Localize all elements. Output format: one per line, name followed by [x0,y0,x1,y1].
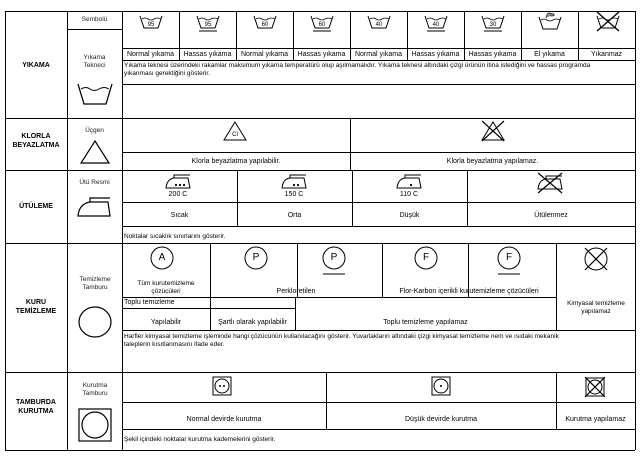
dry-clean-letter: A [158,252,166,263]
wash-label: Hassas yıkama [297,51,346,58]
wash-temp-label: 95 [147,22,155,28]
wash-temp-label: 60 [318,22,326,28]
dry-clean-group-label: Flor-Karbon içerikli kurutemizleme çözücüleri [399,288,539,295]
tumble-normal-icon [212,376,232,396]
tumble-label: Normal devirde kurutma [186,416,262,423]
wash-label: Yıkanmaz [590,51,623,58]
wash-temp-label: 30 [489,22,497,28]
do-not-dry-clean-icon [583,246,609,272]
tumble-drum-label: Kurutma Tamburu [82,382,108,397]
iron-hot-icon [165,173,191,190]
wash-label: Normal yıkama [126,51,175,58]
wash-label: Normal yıkama [240,51,289,58]
dry-clean-letter: P [252,252,260,263]
wash-temp-label: 95 [204,22,212,28]
iron-label: Ütülenmez [534,212,568,219]
wash-label: Hassas yıkama [183,51,232,58]
iron-temp: 200 C [168,191,188,198]
wash-label: Normal yıkama [354,51,403,58]
category-utuleme: ÜTÜLEME [19,203,53,210]
dry-clean-subheader: Toplu temizleme [124,299,175,306]
iron-temp: 150 C [284,191,304,198]
chlorine-not-allowed-icon [480,120,506,142]
wash-temp-label: 40 [432,22,440,28]
iron-label: Düşük [399,212,420,219]
wash-temp-label: 40 [375,22,383,28]
technique-label: Yıkama Tekneci [83,54,106,69]
category-tamburda-kurutma: TAMBURDA KURUTMA [16,399,56,415]
chlorine-label: Klorla beyazlatma yapılamaz. [446,158,539,165]
wash-label: El yıkama [534,51,565,58]
dry-clean-group-label: Kimyasal temizleme yapılamaz [567,300,625,315]
do-not-tumble-dry-icon [584,376,606,398]
chlorine-label: Klorla beyazlatma yapılabilir. [191,158,281,165]
drum-label: Temizleme Tamburu [79,276,111,291]
dry-clean-letter: F [422,252,430,263]
dry-clean-note: Harfler kimyasal temizleme işleminde hangi çözücünün kullanılacağını gösterir. Yuvarlakların altındaki çizgi kimyasal temizleme nem ve ısıdaki mekanik taleplerin kısıtlanmasını ifade eder. [124,333,559,348]
wash-temp-label: 60 [261,22,269,28]
wash-tub-icon [77,80,113,106]
dry-clean-sub-label: Toplu temizleme yapılamaz [383,319,468,326]
dry-clean-group-label: Perkloretilen [276,288,316,295]
wash-label: Hassas yıkama [411,51,460,58]
iron-label: Sıcak [170,212,189,219]
category-yikama: YIKAMA [22,62,50,69]
iron-icon [76,196,112,218]
iron-low-icon [396,173,422,190]
category-klorlama: KLORLA BEYAZLATMA [12,133,60,149]
triangle-icon [80,140,110,164]
tumble-low-icon [431,376,451,396]
dry-clean-group-label: Tüm kurutemizleme çözücüleri [137,280,195,295]
hand-wash-icon [539,12,561,30]
iron-label: Orta [287,212,302,219]
tumble-note: Şekil içindeki noktalar kurutma kademelerini gösterir. [124,436,276,443]
dry-clean-letter: F [505,252,513,263]
do-not-wash-icon [596,12,620,32]
tumble-label: Düşük devirde kurutma [405,416,477,423]
tumble-label: Kurutma yapılamaz [565,416,626,423]
wash-note: Yıkama teknesi üzerindeki rakamlar maksimum yıkama temperatürü olup aşılmamalıdır. Yıkama teknesi altındaki çizgi ürünün itina istediğini ve hassas programda yıkanması gerektiğini gösterir. [124,62,591,77]
chlorine-cl-text: Cl [232,132,238,138]
category-kuru-temizleme: KURU TEMİZLEME [15,299,57,315]
dry-clean-sub-label: Şartlı olarak yapılabilir [218,319,287,326]
iron-temp: 110 C [399,191,419,198]
dry-clean-sub-label: Yapılabilir [150,319,182,326]
triangle-label: Üçgen [85,127,104,134]
do-not-iron-icon [536,172,564,194]
column-header-symbol: Sembolü [81,16,108,23]
iron-medium-icon [281,173,307,190]
dry-clean-letter: P [330,252,338,263]
dry-clean-circle-icon [78,306,112,338]
wash-label: Hassas yıkama [468,51,517,58]
tumble-dry-icon [78,408,112,442]
iron-note: Noktalar sıcaklık sınırlarını gösterir. [124,233,226,240]
iron-symbol-label: Ütü Resmi [79,179,110,186]
